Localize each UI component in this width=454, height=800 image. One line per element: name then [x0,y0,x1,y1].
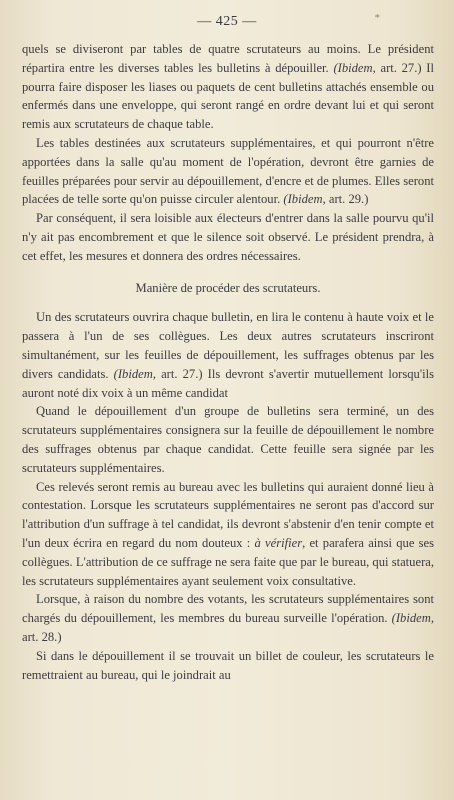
text-segment: Lorsque, à raison du nombre des votants, les scrutateurs supplémentaires sont chargés du dépouillement, les membres du bureau surveille l'opération. [22,592,434,626]
paragraph [22,209,434,265]
paragraph [22,478,434,591]
text-segment: Ces relevés seront remis au bureau avec les bulletins qui auraient donné lieu à contestation. Lorsque les scrutateurs supplémentaires ne seront pas d'accord sur l'attribution d'un suffrage à tel candidat, ils devront s'abstenir d'en tenir compte et l'un deux écrira en regard du nom douteux : [22,479,434,550]
paragraph [22,40,434,134]
italic-text: (Ibidem [391,611,431,626]
italic-text: (Ibidem [333,60,373,75]
text-segment: , art. 27.) Il pourra faire disposer les liases ou paquets de cent bulletins attachés ensemble ou enfermés dans une enveloppe, qui seront rangé en ordre devant lui et qui seront remis aux scrutateurs de chaque table. [22,60,434,132]
paragraph [22,134,434,209]
text-segment: Manière de procéder des scrutateurs. [135,280,321,295]
text-segment: quels se diviseront par tables de quatre scrutateurs au moins. Le président répartira entre les diverses tables les bulletins à dépouiller. [22,42,434,75]
text-segment: , et parafera ainsi que ses collègues. L'attribution de ce suffrage ne sera faite que par le bureau, qui statuera, les scrutateurs supplémentaires ayant seulement voix consultative. [22,535,435,588]
paragraph [22,308,434,402]
section-heading [22,279,434,298]
italic-text: à vérifier [254,535,303,550]
text-segment: Un des scrutateurs ouvrira chaque bulletin, en lira le contenu à haute voix et le passera à l'un de ses collègues. Les deux autres scrutateurs inscriront simultanément, sur les feuilles de dépouillement, les suffrages obtenus par les divers candidats. [22,310,434,381]
paragraph [22,402,434,477]
paragraph [22,647,434,685]
italic-text: (Ibidem [283,192,323,207]
page-mark: * [374,12,380,24]
text-segment: , art. 27.) Ils devront s'avertir mutuellement lorsqu'ils auront noté dix voix à un même candidat [22,366,434,400]
italic-text: (Ibidem [113,366,153,381]
text-segment: , art. 28.) [22,611,434,644]
text-segment: Quand le dépouillement d'un groupe de bulletins sera terminé, un des scrutateurs supplémentaires consignera sur la feuille de dépouillement le nombre des suffrages obtenus par chaque candidat. Cette feuille sera signée par les scrutateurs supplémentaires. [22,404,434,475]
text-segment: , art. 29.) [322,192,369,207]
page-text [22,40,434,684]
text-segment: Les tables destinées aux scrutateurs supplémentaires, et qui pourront n'être apportées dans la salle qu'au moment de l'opération, devront être garnies de feuilles préparées pour servir au dépouillement, d'encre et de plumes. Elles seront placées de telle sorte qu'on puisse circuler alentour. [22,135,434,207]
paragraph [22,590,434,646]
text-segment: Si dans le dépouillement il se trouvait un billet de couleur, les scrutateurs le remettraient au bureau, qui le joindrait au [22,648,434,682]
page-number: — 425 — [197,14,257,29]
text-segment: Par conséquent, il sera loisible aux électeurs d'entrer dans la salle pourvu qu'il n'y ait pas encombrement et que le silence soit observé. Le président prendra, à cet effet, les mesures et donnera des ordres nécessaires. [22,211,434,263]
